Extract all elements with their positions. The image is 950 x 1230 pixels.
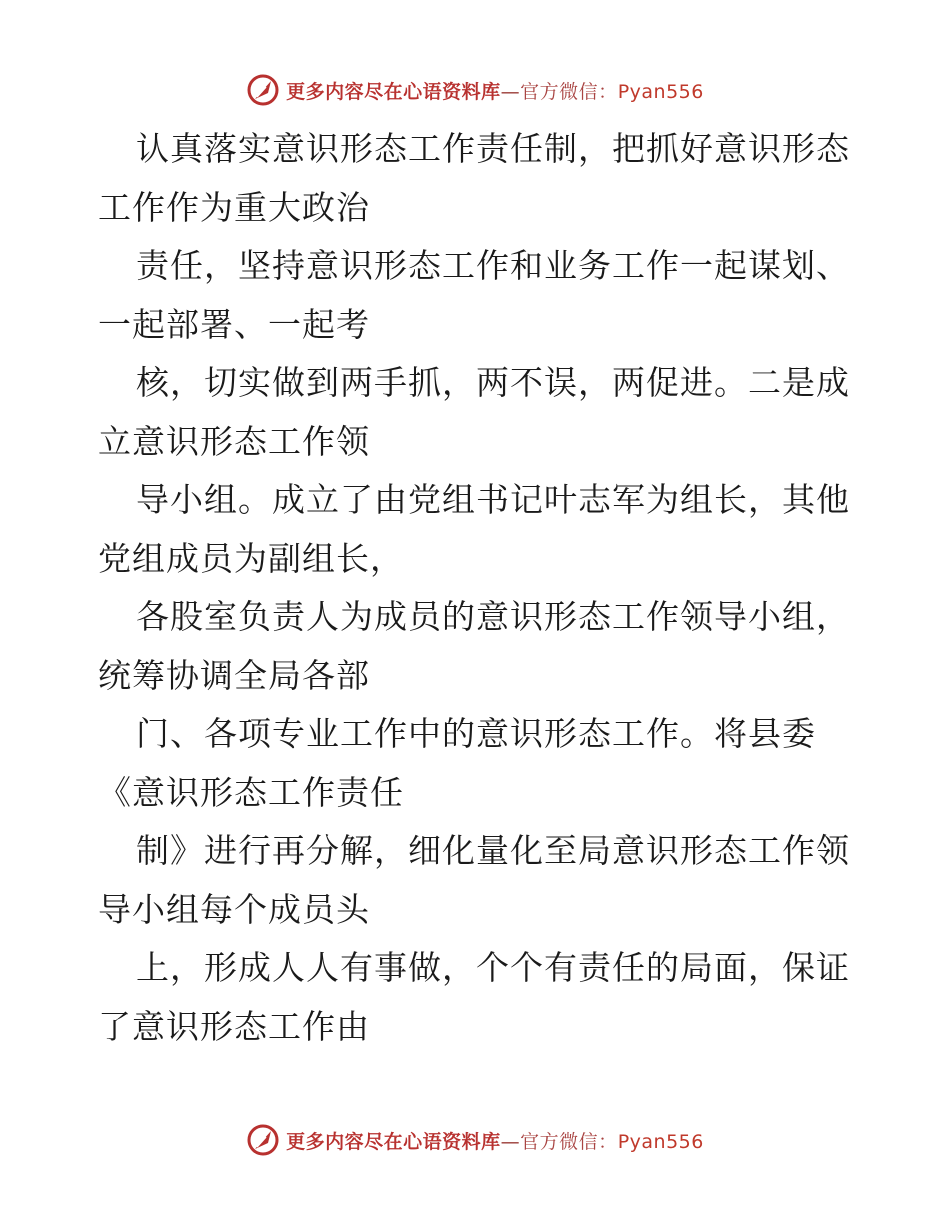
body-line: 各股室负责人为成员的意识形态工作领导小组， (136, 597, 850, 636)
body-line: 一起部署、一起考 (98, 304, 370, 344)
quill-logo-icon (246, 1123, 280, 1157)
header-banner-title: 更多内容尽在心语资料库 (286, 80, 501, 103)
body-line: 认真落实意识形态工作责任制，把抓好意识形态 (136, 129, 850, 168)
footer-banner-dash: — (500, 1130, 521, 1153)
footer-banner-title: 更多内容尽在心语资料库 (286, 1130, 501, 1153)
footer-wechat-id: Pyan556 (617, 1130, 704, 1153)
body-line: 了意识形态工作由 (98, 1006, 370, 1046)
body-line: 责任，坚持意识形态工作和业务工作一起谋划、 (136, 246, 850, 285)
body-line: 党组成员为副组长， (98, 538, 404, 578)
body-line: 工作作为重大政治 (98, 187, 370, 227)
body-line: 统筹协调全局各部 (98, 655, 370, 695)
body-line: 导小组。成立了由党组书记叶志军为组长，其他 (136, 480, 850, 519)
header-wechat-label: 官方微信： (520, 80, 618, 103)
body-line: 立意识形态工作领 (98, 421, 370, 461)
body-line: 上，形成人人有事做，个个有责任的局面，保证 (136, 948, 850, 987)
body-line: 《意识形态工作责任 (98, 772, 404, 812)
footer-wechat-label: 官方微信： (520, 1130, 618, 1153)
header-banner-text (286, 77, 704, 104)
footer-banner-content (246, 1123, 704, 1157)
header-banner-dash: — (500, 80, 521, 103)
footer-banner (0, 1120, 950, 1160)
header-banner-content (246, 73, 704, 107)
body-line: 门、各项专业工作中的意识形态工作。将县委 (136, 714, 816, 753)
footer-banner-text (286, 1127, 704, 1154)
body-line: 制》进行再分解，细化量化至局意识形态工作领 (136, 831, 850, 870)
body-line: 核，切实做到两手抓，两不误，两促进。二是成 (136, 363, 850, 402)
quill-logo-icon (246, 73, 280, 107)
header-wechat-id: Pyan556 (617, 80, 704, 103)
body-line: 导小组每个成员头 (98, 889, 370, 929)
document-body (98, 120, 858, 1056)
header-banner (0, 70, 950, 110)
